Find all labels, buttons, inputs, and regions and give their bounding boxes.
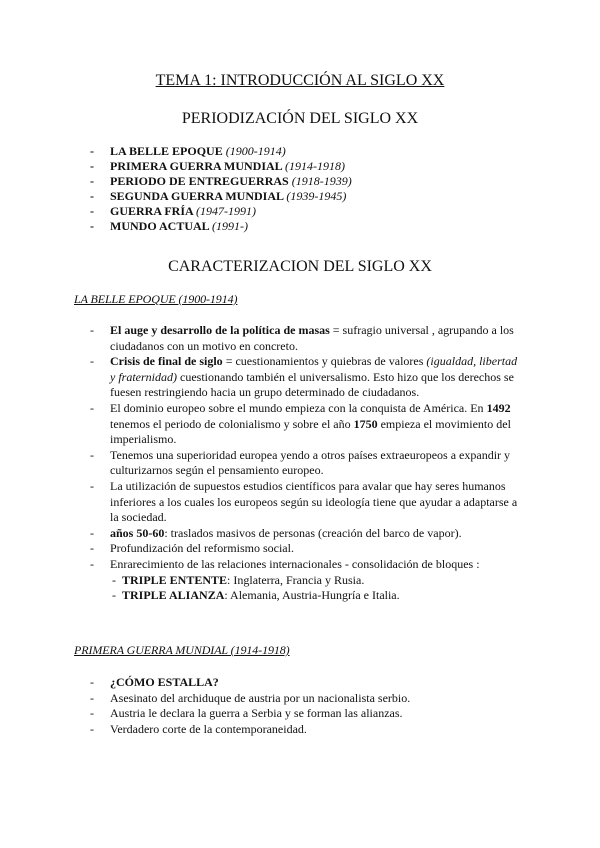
primera-guerra-heading: PRIMERA GUERRA MUNDIAL (1914-1918) (74, 643, 290, 657)
item-text: La utilización de supuestos estudios científicos para avalar que hay seres humanos inferiores a los cuales los europeos según su ideología tiene que ayudar a adaptarse a la sociedad. (110, 478, 518, 525)
list-item (0, 159, 520, 174)
item-text: Verdadero corte de la contemporaneidad. (110, 721, 307, 736)
periodization-list (0, 144, 520, 234)
bold-term: años 50-60 (110, 525, 165, 540)
sublist-item (0, 588, 522, 604)
list-item (0, 204, 520, 219)
period-years: (1900-1914) (225, 144, 286, 158)
period-name: MUNDO ACTUAL (110, 219, 210, 233)
list-item (0, 722, 520, 738)
item-text: cuestionando también el universalismo. Esto hizo que los derechos se fuesen restringiendo hacia un grupo determinado de ciudadanos. (110, 369, 514, 400)
item-text: = cuestionamientos y quiebras de valores (222, 354, 427, 369)
bold-term: TRIPLE ALIANZA (122, 588, 225, 603)
list-item (0, 557, 520, 604)
sublist-item (0, 573, 522, 589)
period-name: GUERRA FRÍA (110, 204, 194, 218)
period-name: LA BELLE EPOQUE (110, 144, 223, 158)
bold-term: El auge y desarrollo de la política de masas (110, 323, 330, 337)
item-text: Asesinato del archiduque de austria por un nacionalista serbio. (110, 690, 411, 705)
list-item (0, 541, 520, 557)
period-years: (1939-1945) (286, 189, 347, 203)
item-text: empieza el movimiento del imperialismo. (110, 416, 511, 447)
primera-guerra-list (0, 675, 520, 737)
item-text: = sufragio universal , agrupando a los ciudadanos con un motivo en concreto. (110, 323, 514, 353)
period-name: PRIMERA GUERRA MUNDIAL (110, 159, 283, 173)
list-item (0, 219, 520, 234)
period-years: (1947-1991) (196, 204, 257, 218)
belle-epoque-heading: LA BELLE EPOQUE (1900-1914) (74, 292, 238, 306)
item-text: : Alemania, Austria-Hungría e Italia. (224, 588, 400, 603)
belle-epoque-list (0, 323, 520, 604)
list-item (0, 675, 520, 691)
item-text: Austria le declara la guerra a Serbia y se forman las alianzas. (110, 706, 403, 721)
period-years: (1918-1939) (291, 174, 352, 188)
list-item (0, 448, 520, 479)
main-title: TEMA 1: INTRODUCCIÓN AL SIGLO XX (155, 72, 445, 89)
period-name: PERIODO DE ENTREGUERRAS (110, 174, 289, 188)
bold-year: 1492 (486, 400, 511, 415)
list-item (0, 354, 520, 401)
bold-year: 1750 (353, 416, 378, 431)
list-item (0, 189, 520, 204)
item-text: tenemos el periodo de colonialismo y sobre el año (110, 416, 354, 431)
period-years: (1991-) (212, 219, 249, 233)
list-item (0, 323, 520, 354)
italic-text: (igualdad, libertad y fraternidad) (110, 354, 518, 384)
item-text: Enrarecimiento de las relaciones internacionales - consolidación de bloques : (110, 556, 480, 571)
list-item (0, 691, 520, 707)
bold-term: ¿CÓMO ESTALLA? (110, 675, 219, 689)
list-item (0, 526, 520, 542)
item-text: : Inglaterra, Francia y Rusia. (227, 572, 365, 587)
list-item (0, 401, 520, 448)
list-item (0, 144, 520, 159)
period-name: SEGUNDA GUERRA MUNDIAL (110, 189, 284, 203)
bloc-sublist (110, 573, 520, 604)
item-text: : traslados masivos de personas (creación del barco de vapor). (164, 525, 462, 540)
bold-term: Crisis de final de siglo (110, 354, 223, 369)
characterization-title: CARACTERIZACION DEL SIGLO XX (168, 258, 432, 275)
periodization-title: PERIODIZACIÓN DEL SIGLO XX (181, 110, 419, 127)
list-item (0, 706, 520, 722)
item-text: Tenemos una superioridad europea yendo a otros países extraeuropeos a expandir y culturizarnos según el pensamiento europeo. (110, 447, 511, 478)
period-years: (1914-1918) (285, 159, 346, 173)
list-item (0, 174, 520, 189)
list-item (0, 479, 520, 526)
bold-term: TRIPLE ENTENTE (122, 572, 228, 587)
item-text: El dominio europeo sobre el mundo empieza con la conquista de América. En (110, 400, 487, 415)
item-text: Profundización del reformismo social. (110, 541, 294, 556)
